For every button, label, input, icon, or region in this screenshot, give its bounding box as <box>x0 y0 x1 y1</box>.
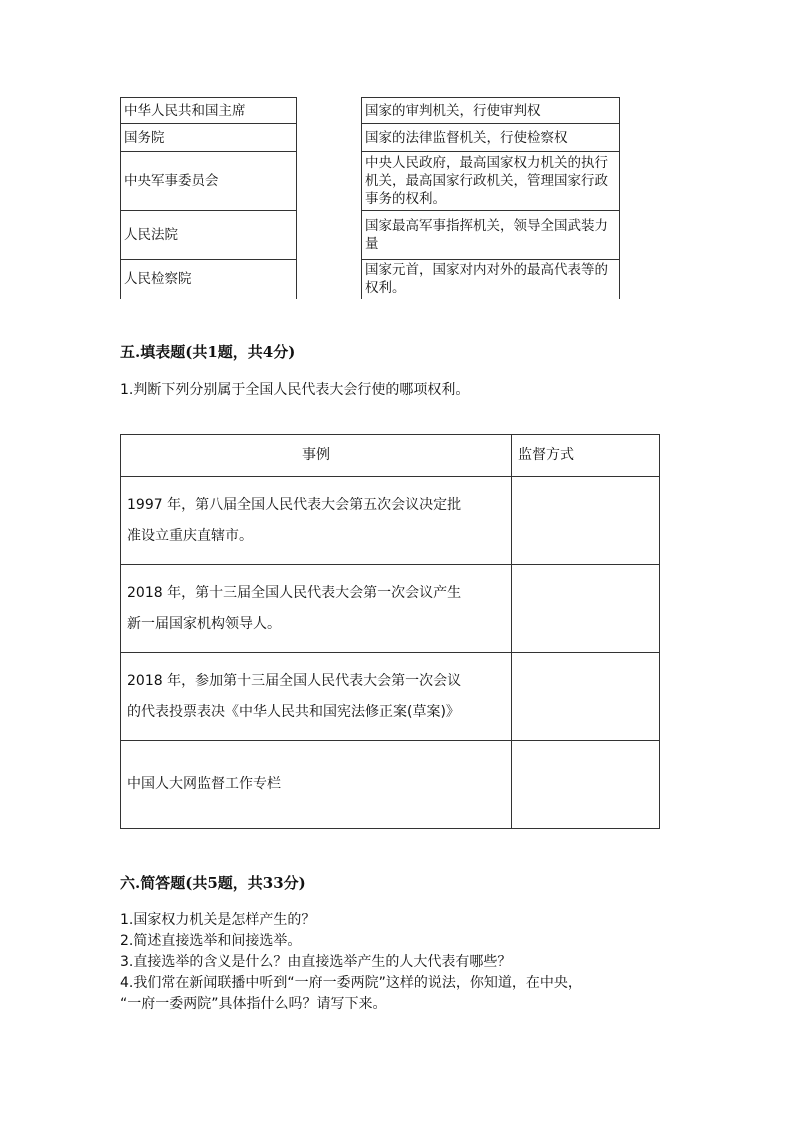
answer-cell[interactable] <box>512 653 660 741</box>
question-item: 1.国家权力机关是怎样产生的？ <box>120 912 316 928</box>
question-item: “一府一委两院”具体指什么吗？请写下来。 <box>120 996 387 1012</box>
example-line: 1997 年，第八届全国人民代表大会第五次会议决定批 <box>127 496 462 513</box>
answer-cell[interactable] <box>512 565 660 653</box>
question-text: 1.判断下列分别属于全国人民代表大会行使的哪项权利。 <box>120 382 470 398</box>
example-cell <box>121 741 512 829</box>
table-row <box>121 653 660 741</box>
example-line: 中国人大网监督工作专栏 <box>127 776 281 792</box>
table-header-example: 事例 <box>121 435 512 477</box>
question-list <box>120 910 582 1015</box>
fill-in-table <box>120 434 660 829</box>
matching-right-item: 国家的法律监督机关，行使检察权 <box>362 124 620 152</box>
example-line: 2018 年，第十三届全国人民代表大会第一次会议产生 <box>127 584 462 601</box>
table-row <box>121 477 660 565</box>
example-cell <box>121 565 512 653</box>
example-line: 的代表投票表决《中华人民共和国宪法修正案(草案)》 <box>127 703 460 720</box>
table-row <box>121 565 660 653</box>
table-header-supervision: 监督方式 <box>512 435 660 477</box>
matching-left-item: 中央军事委员会 <box>121 152 297 211</box>
section-heading-fill-table: 五.填表题(共1题，共4分) <box>120 343 296 361</box>
matching-left-table <box>120 97 297 299</box>
answer-cell[interactable] <box>512 477 660 565</box>
question-item: 2.简述直接选举和间接选举。 <box>120 933 302 949</box>
matching-left-item: 中华人民共和国主席 <box>121 98 297 124</box>
matching-right-table <box>361 97 620 299</box>
matching-right-item: 国家最高军事指挥机关，领导全国武装力量 <box>362 211 620 260</box>
matching-right-item: 国家的审判机关，行使审判权 <box>362 98 620 124</box>
example-line: 2018 年，参加第十三届全国人民代表大会第一次会议 <box>127 672 462 689</box>
matching-left-item: 人民法院 <box>121 211 297 260</box>
matching-left-item: 人民检察院 <box>121 260 297 299</box>
example-cell <box>121 653 512 741</box>
example-cell <box>121 477 512 565</box>
matching-right-item: 中央人民政府，最高国家权力机关的执行机关，最高国家行政机关，管理国家行政事务的权利。 <box>362 152 620 211</box>
question-item: 4.我们常在新闻联播中听到“一府一委两院”这样的说法，你知道，在中央， <box>120 975 582 991</box>
table-row <box>121 741 660 829</box>
example-line: 准设立重庆直辖市。 <box>127 527 253 544</box>
example-line: 新一届国家机构领导人。 <box>127 615 281 632</box>
question-item: 3.直接选举的含义是什么？由直接选举产生的人大代表有哪些？ <box>120 954 512 970</box>
answer-cell[interactable] <box>512 741 660 829</box>
matching-left-item: 国务院 <box>121 124 297 152</box>
matching-right-item: 国家元首，国家对内对外的最高代表等的权利。 <box>362 260 620 299</box>
section-heading-short-answer: 六.简答题(共5题，共33分) <box>120 874 306 892</box>
